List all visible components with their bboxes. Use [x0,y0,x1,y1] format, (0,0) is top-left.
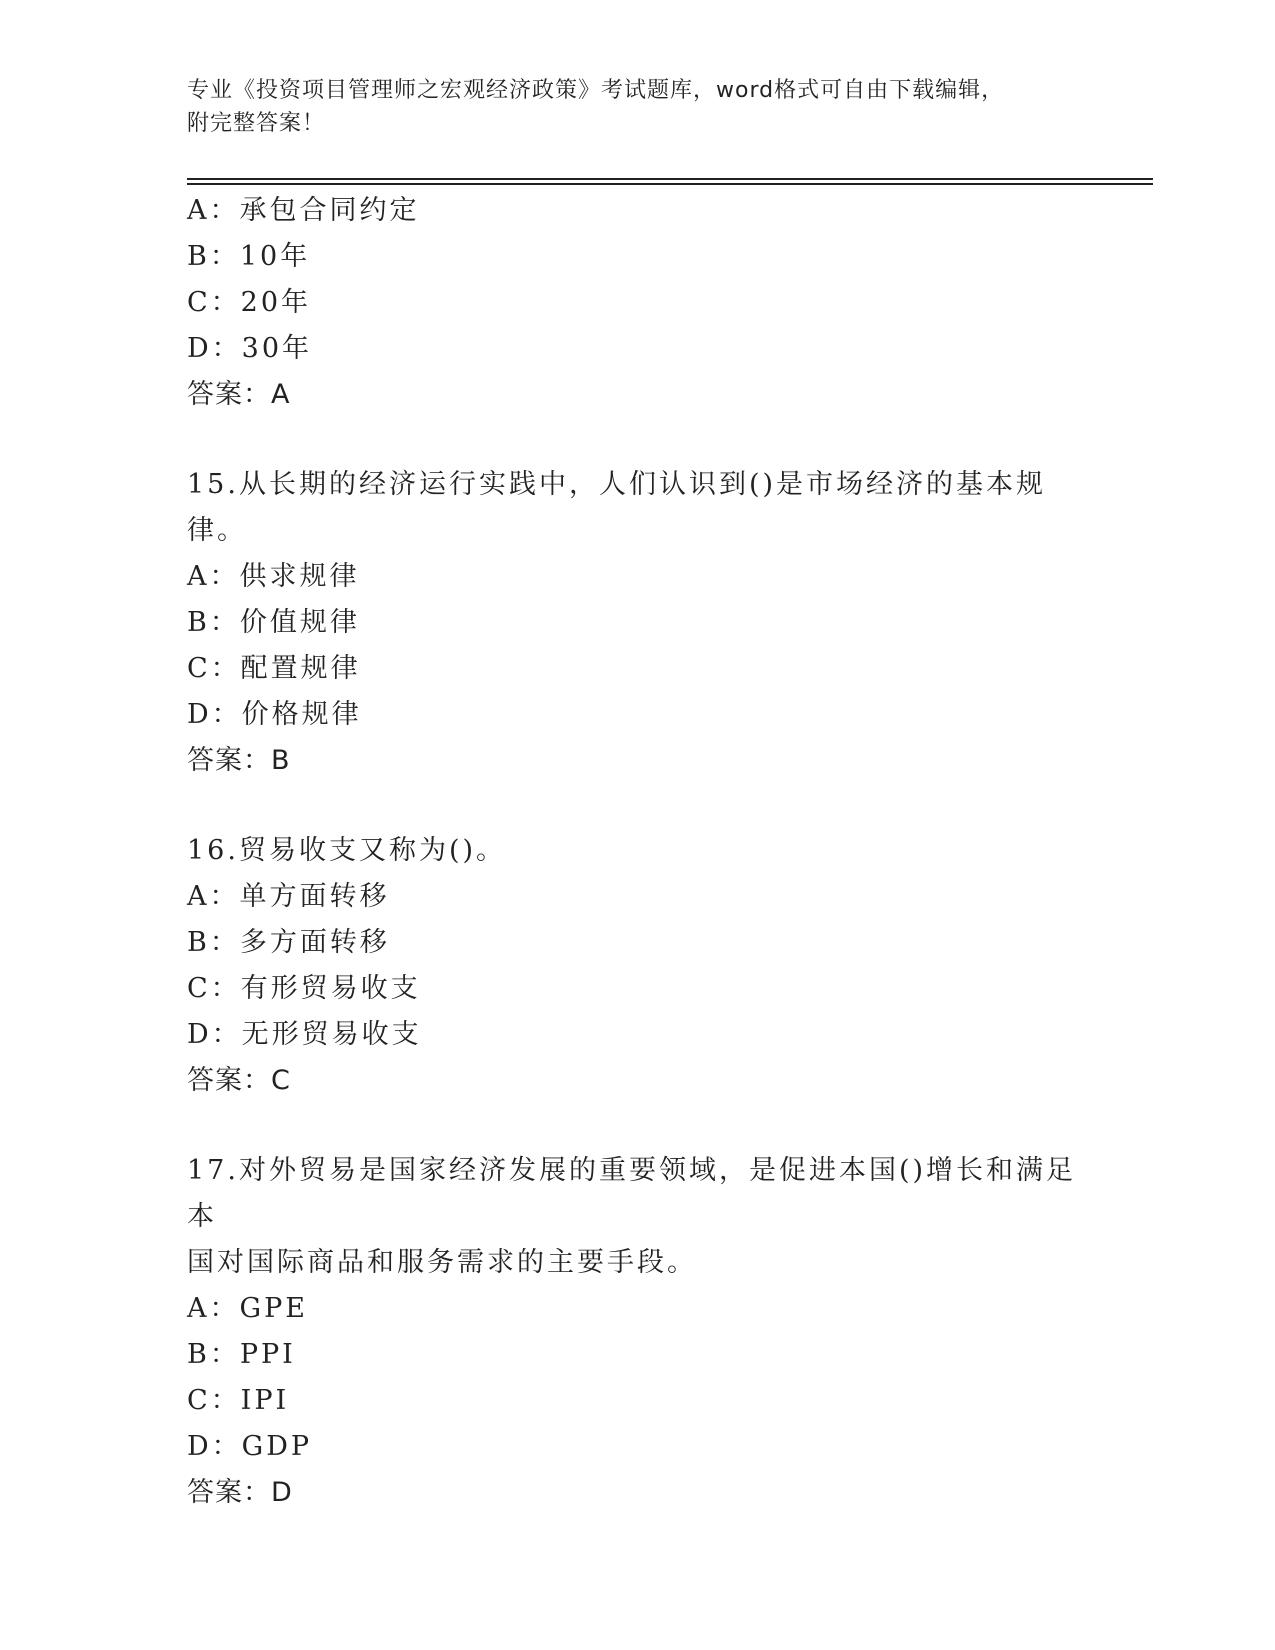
option-b: B：PPI [187,1339,296,1370]
header-divider-top [187,178,1153,180]
option-b: B：10年 [187,241,311,272]
option-a: A：单方面转移 [187,881,390,912]
option-a: A：承包合同约定 [187,195,420,226]
question-list [187,188,1153,1516]
header-divider-bottom [187,183,1153,185]
question-text-continued: 国对国际商品和服务需求的主要手段。 [187,1247,697,1278]
option-d: D：无形贸易收支 [187,1019,422,1050]
option-a: A：供求规律 [187,561,360,592]
option-b: B：多方面转移 [187,927,390,958]
question-15 [187,462,1153,784]
question-text: 16.贸易收支又称为()。 [187,835,507,866]
option-c: C：20年 [187,287,312,318]
question-16 [187,828,1153,1104]
answer-line: 答案：A [187,379,291,410]
question-14-continued [187,188,1153,418]
answer-line: 答案：D [187,1477,293,1508]
header-line-1: 专业《投资项目管理师之宏观经济政策》考试题库，word格式可自由下载编辑， [187,78,1005,103]
question-text: 15.从长期的经济运行实践中，人们认识到()是市场经济的基本规律。 [187,469,1047,546]
option-d: D：30年 [187,333,313,364]
answer-line: 答案：B [187,745,291,776]
option-d: D：GDP [187,1431,313,1462]
answer-line: 答案：C [187,1065,291,1096]
header-line-2: 附完整答案！ [187,111,326,136]
question-17 [187,1148,1153,1516]
document-header [187,74,1087,140]
option-c: C：配置规律 [187,653,361,684]
question-text: 17.对外贸易是国家经济发展的重要领域，是促进本国()增长和满足本 [187,1155,1077,1232]
option-c: C：有形贸易收支 [187,973,421,1004]
option-b: B：价值规律 [187,607,360,638]
option-c: C：IPI [187,1385,290,1416]
option-a: A：GPE [187,1293,308,1324]
option-d: D：价格规律 [187,699,362,730]
